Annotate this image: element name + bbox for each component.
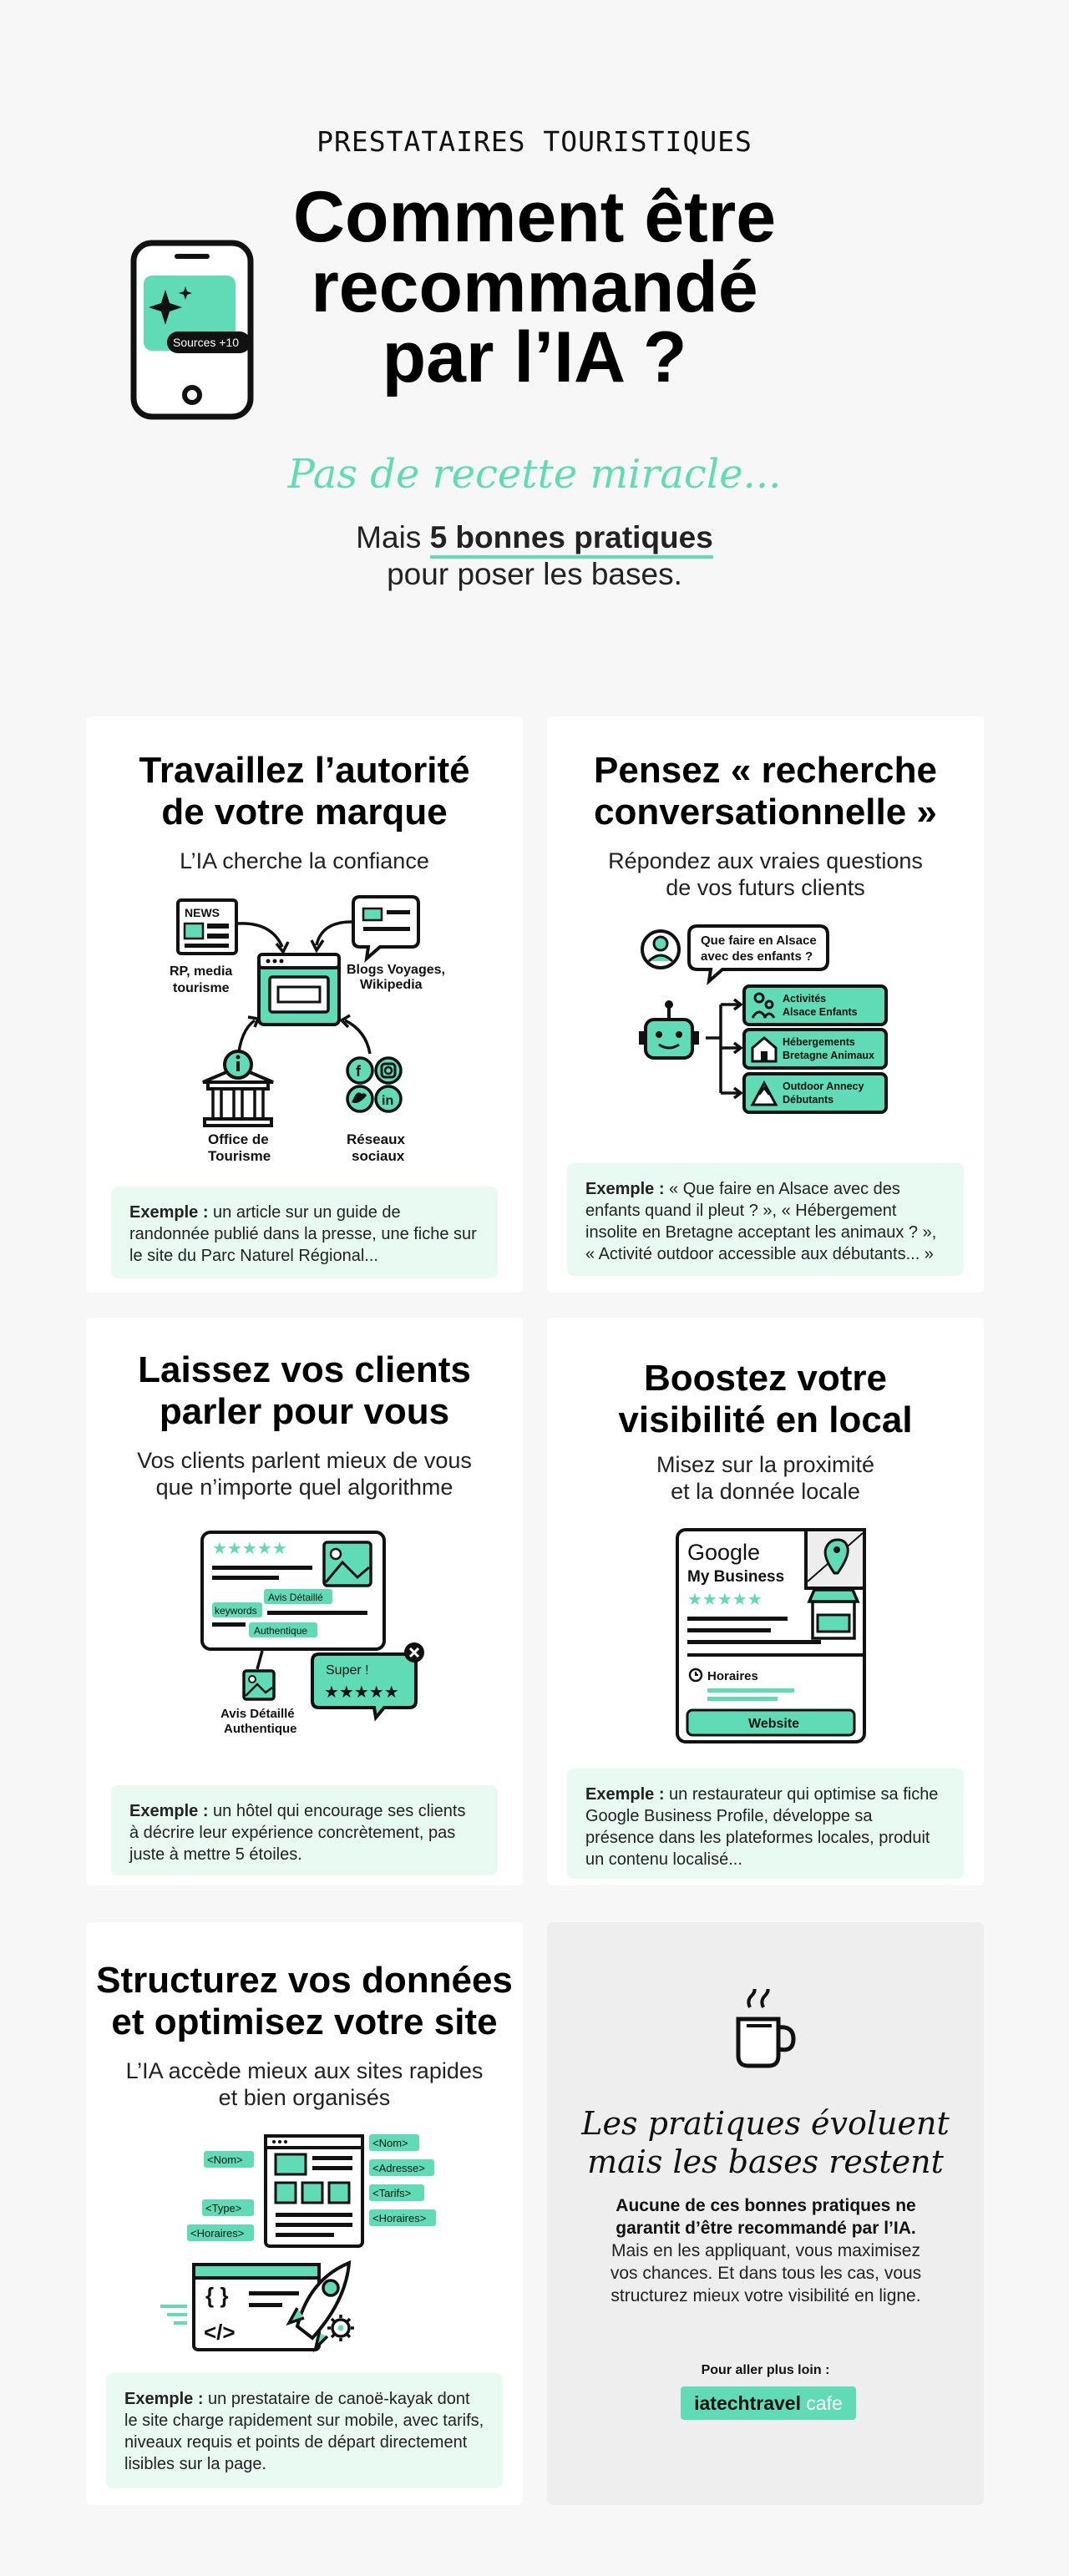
option-outdoor bbox=[744, 1074, 886, 1112]
tag-horaires-right: <Horaires> bbox=[372, 2212, 427, 2224]
brand-link[interactable] bbox=[681, 2386, 856, 2420]
card-title bbox=[86, 750, 523, 833]
google-business-card bbox=[674, 1526, 868, 1745]
card-title-line: parler pour vous bbox=[159, 1391, 450, 1432]
card-title bbox=[86, 1349, 523, 1433]
option-activites bbox=[744, 986, 886, 1025]
option-2-line-1: Hébergements bbox=[783, 1036, 855, 1048]
rp-label-2: tourisme bbox=[173, 981, 230, 995]
code-window-icon bbox=[194, 2265, 319, 2350]
svg-text:f: f bbox=[356, 1063, 361, 1080]
tagline: Pas de recette miracle... bbox=[287, 451, 782, 498]
card-lead-line: Répondez aux vraies questions bbox=[608, 848, 923, 873]
photo-icon bbox=[244, 1671, 274, 1699]
card-lead-line: que n’importe quel algorithme bbox=[155, 1475, 453, 1500]
card-title-line: Structurez vos données bbox=[96, 1960, 513, 2001]
blogs-label-1: Blogs Voyages, bbox=[347, 963, 445, 977]
card-title-line: visibilité en local bbox=[618, 1399, 913, 1440]
card-lead-line: L’IA accède mieux aux sites rapides bbox=[125, 2058, 484, 2083]
title-line: Comment être bbox=[292, 177, 777, 257]
social-label-2: sociaux bbox=[352, 1148, 405, 1163]
svg-text:in: in bbox=[382, 1094, 394, 1108]
rp-label-1: RP, media bbox=[170, 964, 233, 979]
title-line: recommandé bbox=[311, 247, 758, 327]
example-label: Exemple : bbox=[129, 1802, 209, 1820]
tag-avis-detaille: Avis Détaillé bbox=[268, 1592, 323, 1603]
example-box bbox=[111, 1785, 498, 1875]
office-label-2: Tourisme bbox=[208, 1148, 271, 1163]
robot-icon bbox=[639, 1000, 699, 1058]
tag-nom-left: <Nom> bbox=[207, 2153, 243, 2166]
gear-icon bbox=[327, 2315, 354, 2341]
svg-text:★★★★★: ★★★★★ bbox=[324, 1683, 399, 1702]
card-lead-line: et la donnée locale bbox=[671, 1479, 860, 1504]
super-bubble bbox=[312, 1642, 424, 1718]
tag-adresse: <Adresse> bbox=[372, 2162, 425, 2174]
card-lead-line: Misez sur la proximité bbox=[656, 1452, 875, 1477]
example-text: un prestataire de canoë-kayak dont le site charge rapidement sur mobile, avec tarifs, niveaux requis et points de départ directement lisibles sur la page. bbox=[124, 2390, 484, 2473]
brand-part-2: cafe bbox=[800, 2392, 843, 2414]
example-box bbox=[567, 1163, 964, 1276]
card-title-line: Laissez vos clients bbox=[138, 1349, 471, 1390]
question-line-2: avec des enfants ? bbox=[701, 949, 813, 964]
card-title-line: Pensez « recherche bbox=[594, 750, 937, 791]
question-bubble bbox=[689, 926, 828, 981]
subtitle-pre: Mais bbox=[356, 520, 430, 554]
subtitle-line2: pour poser les bases. bbox=[387, 557, 682, 591]
structure-diagram bbox=[157, 2129, 458, 2355]
newspaper-icon bbox=[178, 900, 236, 954]
card-reviews bbox=[86, 1318, 523, 1885]
sources-badge-text: Sources +10 bbox=[173, 336, 239, 349]
header bbox=[0, 0, 1069, 685]
card-title bbox=[547, 750, 984, 833]
example-label: Exemple : bbox=[124, 2390, 204, 2408]
star-rating bbox=[212, 1540, 287, 1558]
office-label-1: Office de bbox=[208, 1131, 269, 1147]
map-pin-icon bbox=[806, 1530, 864, 1588]
authority-diagram bbox=[161, 892, 445, 1163]
conclusion-title-line: Les pratiques évoluent bbox=[581, 2105, 950, 2142]
conversation-diagram bbox=[639, 921, 906, 1138]
website-button-label: Website bbox=[748, 1717, 800, 1731]
conclusion-body: Mais en les appliquant, vous maximisez vos chances. Et dans tous les cas, vous structurez mieux votre visibilité en ligne. bbox=[610, 2241, 922, 2305]
social-label-1: Réseaux bbox=[347, 1131, 405, 1147]
card-lead bbox=[547, 1451, 984, 1505]
example-text: un hôtel qui encourage ses clients à décrire leur expérience concrètement, pas juste à mettre 5 étoiles. bbox=[129, 1802, 466, 1864]
card-title-line: Travaillez l’autorité bbox=[139, 750, 470, 791]
example-box bbox=[567, 1769, 964, 1879]
example-text: « Que faire en Alsace avec des enfants quand il pleut ? », « Hébergement insolite en Bretagne acceptant les animaux ? », « Activité outdoor accessible aux débutants... » bbox=[585, 1180, 937, 1263]
conclusion-panel bbox=[547, 1922, 984, 2505]
more-label: Pour aller plus loin : bbox=[701, 2363, 830, 2377]
tag-tarifs: <Tarifs> bbox=[372, 2187, 412, 2199]
subtitle bbox=[0, 519, 1069, 593]
card-lead bbox=[86, 1447, 523, 1501]
tag-authentique: Authentique bbox=[254, 1625, 308, 1637]
page-layout-icon bbox=[266, 2136, 362, 2246]
kicker: PRESTATAIRES TOURISTIQUES bbox=[317, 125, 752, 158]
card-structure bbox=[86, 1922, 523, 2505]
social-icons bbox=[347, 1058, 401, 1111]
card-lead bbox=[86, 2057, 523, 2111]
mybusiness-label: My Business bbox=[687, 1568, 785, 1586]
subtitle-bold: 5 bonnes pratiques bbox=[430, 520, 713, 559]
title-line: par l’IA ? bbox=[382, 317, 687, 397]
card-local bbox=[547, 1318, 984, 1885]
card-title-line: et optimisez votre site bbox=[111, 2002, 498, 2042]
card-title bbox=[86, 1960, 523, 2043]
example-box bbox=[111, 1187, 498, 1278]
card-lead-line: Vos clients parlent mieux de vous bbox=[137, 1448, 472, 1473]
coffee-cup-icon bbox=[727, 1989, 802, 2072]
tag-horaires-left: <Horaires> bbox=[190, 2227, 245, 2239]
page-title bbox=[0, 177, 1069, 397]
conclusion-title-line: mais les bases restent bbox=[587, 2143, 944, 2180]
example-box bbox=[106, 2373, 503, 2488]
review-card bbox=[202, 1532, 384, 1649]
card-title-line: de votre marque bbox=[161, 792, 448, 833]
tag-nom-right: <Nom> bbox=[372, 2137, 408, 2149]
card-authority bbox=[86, 716, 523, 1293]
example-label: Exemple : bbox=[129, 1203, 209, 1222]
option-3-line-1: Outdoor Annecy bbox=[783, 1081, 864, 1092]
svg-text:★★★★★: ★★★★★ bbox=[212, 1540, 287, 1558]
storefront-icon bbox=[809, 1590, 858, 1638]
card-title bbox=[547, 1358, 984, 1441]
card-lead bbox=[547, 848, 984, 901]
example-label: Exemple : bbox=[585, 1785, 665, 1804]
card-lead-line: de vos futurs clients bbox=[666, 875, 865, 900]
office-building-icon bbox=[203, 1051, 273, 1126]
example-text: un article sur un guide de randonnée publié dans la presse, une fiche sur le site du Parc Naturel Régional... bbox=[129, 1203, 477, 1265]
conclusion-bold: Aucune de ces bonnes pratiques ne garantit d’être recommandé par l’IA. bbox=[616, 2196, 916, 2238]
blogs-label-2: Wikipedia bbox=[360, 978, 423, 992]
review-diagram bbox=[199, 1529, 433, 1754]
news-label: NEWS bbox=[185, 906, 220, 919]
option-1-line-2: Alsace Enfants bbox=[783, 1006, 858, 1018]
card-lead: L’IA cherche la confiance bbox=[180, 848, 429, 873]
brand-part-1: iatechtravel bbox=[694, 2392, 801, 2414]
tag-type: <Type> bbox=[205, 2202, 242, 2214]
horaires-label: Horaires bbox=[707, 1669, 758, 1683]
example-label: Exemple : bbox=[585, 1180, 665, 1198]
card-lead-line: et bien organisés bbox=[218, 2085, 391, 2110]
website-icon bbox=[259, 954, 339, 1025]
option-1-line-1: Activités bbox=[783, 993, 827, 1005]
tag-keywords: keywords bbox=[215, 1605, 257, 1617]
card-conversational bbox=[547, 716, 984, 1293]
option-2-line-2: Bretagne Animaux bbox=[783, 1050, 874, 1061]
option-hebergements bbox=[744, 1030, 886, 1068]
caption-line-1: Avis Détaillé bbox=[220, 1707, 295, 1721]
code-braces: { } bbox=[205, 2283, 229, 2308]
user-icon bbox=[642, 931, 679, 968]
card-title-line: conversationnelle » bbox=[594, 792, 937, 833]
star-rating: ★★★★★ bbox=[687, 1591, 762, 1609]
caption-line-2: Authentique bbox=[224, 1722, 297, 1736]
bubble-text: Super ! bbox=[326, 1663, 369, 1678]
code-tag: </> bbox=[204, 2320, 236, 2345]
google-label: Google bbox=[687, 1540, 761, 1565]
option-3-line-2: Débutants bbox=[783, 1094, 834, 1106]
chat-bubble-icon bbox=[353, 897, 418, 959]
example-text: un restaurateur qui optimise sa fiche Google Business Profile, développe sa présence dans les plateformes locales, produit un contenu localisé... bbox=[585, 1785, 939, 1869]
question-line-1: Que faire en Alsace bbox=[701, 934, 817, 948]
conclusion-title bbox=[547, 2104, 984, 2181]
card-title-line: Boostez votre bbox=[644, 1358, 887, 1399]
